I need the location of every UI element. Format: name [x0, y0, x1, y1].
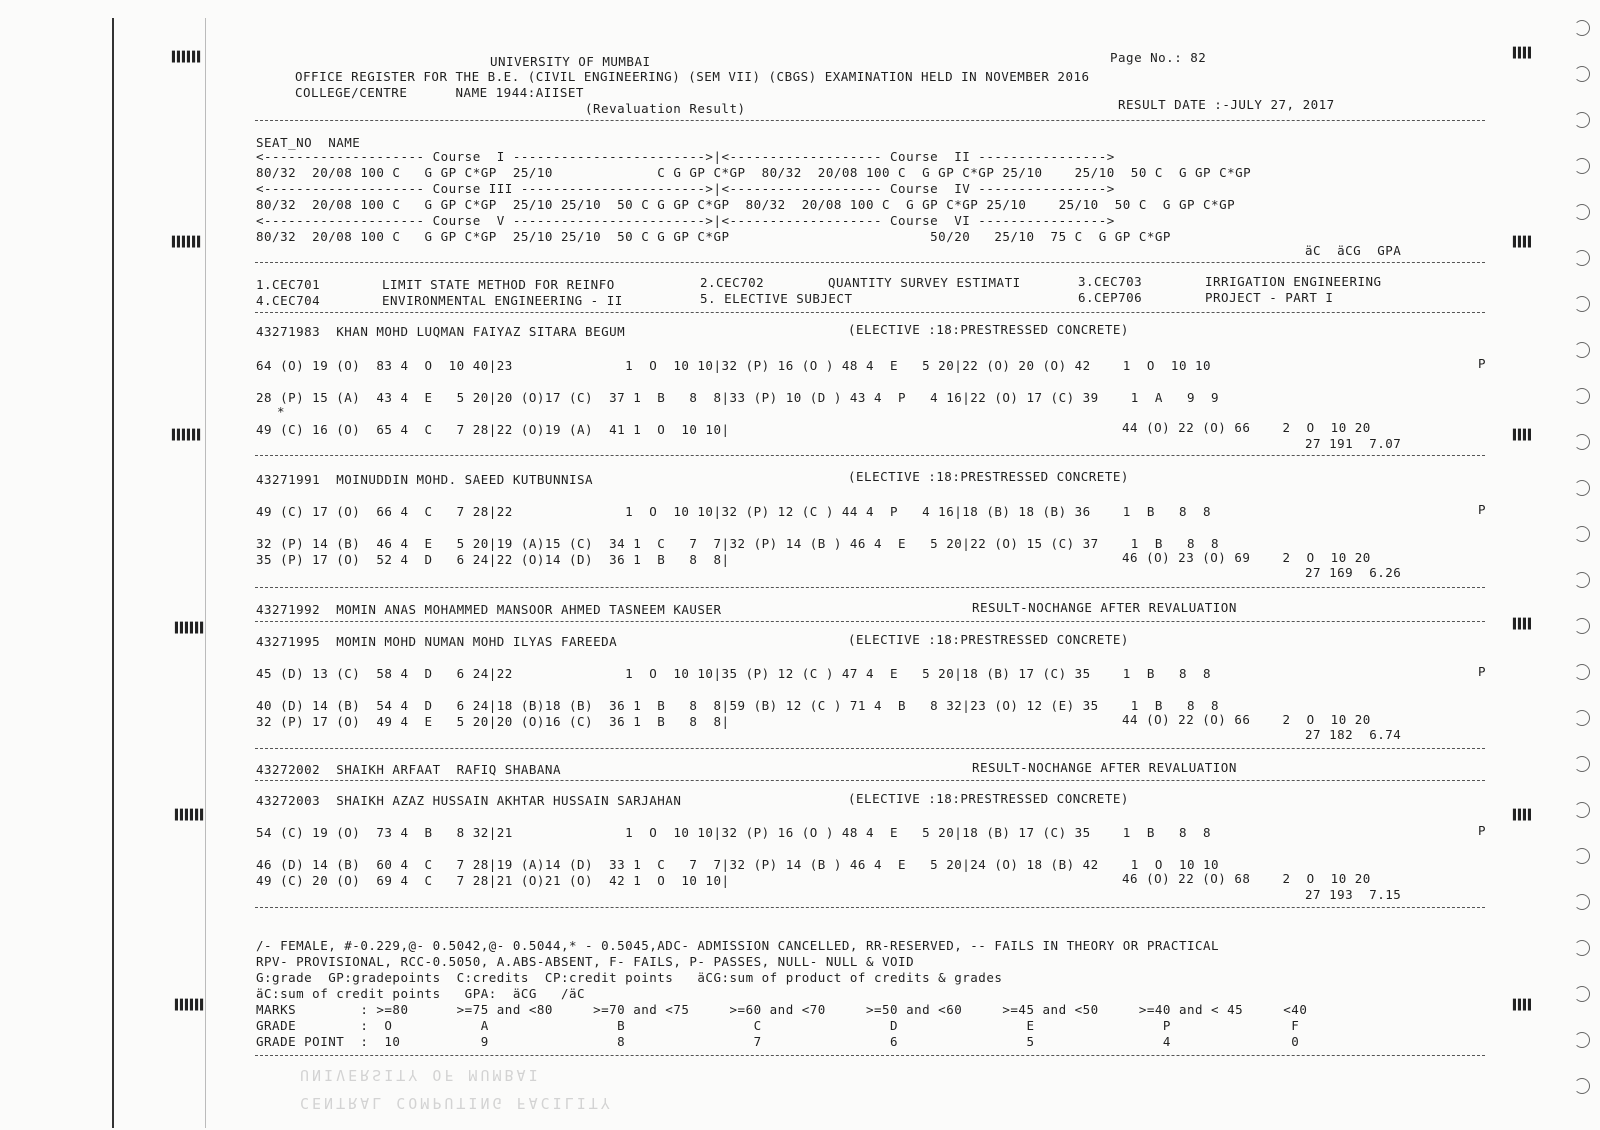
registration-mark: ▌▌▌▌ — [1513, 430, 1534, 441]
student-summary: 27 182 6.74 — [1305, 727, 1402, 742]
registration-mark: ▌▌▌▌▌▌ — [175, 810, 206, 821]
feed-holes — [1562, 0, 1590, 1130]
legend-line: /- FEMALE, #-0.229,@- 0.5042,@- 0.5044,* - 0.5045,ADC- ADMISSION CANCELLED, RR-RESERVED, -- FAILS IN THEORY OR PRACTICAL — [256, 938, 1220, 953]
registration-mark: ▌▌▌▌▌▌ — [172, 237, 203, 248]
margin-line-faint — [205, 18, 206, 1128]
revaluation-label: (Revaluation Result) — [585, 101, 746, 116]
student-elective: (ELECTIVE :18:PRESTRESSED CONCRETE) — [848, 791, 1129, 806]
student-result: P — [1478, 664, 1487, 679]
course-title: ENVIRONMENTAL ENGINEERING - II — [382, 293, 623, 308]
registration-mark: ▌▌▌▌ — [1513, 1000, 1534, 1011]
divider — [255, 1055, 1485, 1056]
registration-mark: ▌▌▌▌ — [1513, 237, 1534, 248]
student-result: P — [1478, 823, 1487, 838]
course-code: 6.CEP706 — [1078, 290, 1143, 305]
student-marks-row: 49 (C) 20 (O) 69 4 C 7 28|21 (O)21 (O) 42 1 O 10 10| — [256, 873, 730, 888]
student-remark-mark: * — [277, 404, 286, 419]
grade-point-row: GRADE POINT : 10 9 8 7 6 5 4 0 — [256, 1034, 1300, 1049]
course-code: 3.CEC703 — [1078, 274, 1143, 289]
student-seat-name: 43271992 MOMIN ANAS MOHAMMED MANSOOR AHMED TASNEEM KAUSER — [256, 602, 722, 617]
page-number: Page No.: 82 — [1110, 50, 1207, 65]
course-code: 1.CEC701 — [256, 277, 321, 292]
registration-mark: ▌▌▌▌▌▌ — [172, 430, 203, 441]
course-title: QUANTITY SURVEY ESTIMATI — [828, 275, 1021, 290]
registration-mark: ▌▌▌▌▌▌ — [175, 623, 206, 634]
student-elective: (ELECTIVE :18:PRESTRESSED CONCRETE) — [848, 469, 1129, 484]
course-columns-1-2: 80/32 20/08 100 C G GP C*GP 25/10 C G GP C*GP 80/32 20/08 100 C G GP C*GP 25/10 25/10 50 C G GP C*GP — [256, 165, 1252, 180]
course-columns-5-6: 80/32 20/08 100 C G GP C*GP 25/10 25/10 50 C G GP C*GP 50/20 25/10 75 C G GP C*GP — [256, 229, 1171, 244]
course-title: LIMIT STATE METHOD FOR REINFO — [382, 277, 615, 292]
registration-mark: ▌▌▌▌▌▌ — [175, 1000, 206, 1011]
student-marks-row: 28 (P) 15 (A) 43 4 E 5 20|20 (O)17 (C) 37 1 B 8 8|33 (P) 10 (D ) 43 4 P 4 16|22 (O) 17 (C) 39 1 A 9 9 — [256, 390, 1220, 405]
student-result-note: RESULT-NOCHANGE AFTER REVALUATION — [972, 760, 1237, 775]
student-result-note: RESULT-NOCHANGE AFTER REVALUATION — [972, 600, 1237, 615]
course-code: 4.CEC704 — [256, 293, 321, 308]
course-code: 2.CEC702 — [700, 275, 765, 290]
student-marks-row: 54 (C) 19 (O) 73 4 B 8 32|21 1 O 10 10|32 (P) 16 (O ) 48 4 E 5 20|18 (B) 17 (C) 35 1 B 8 8 — [256, 825, 1212, 840]
student-marks-row: 46 (D) 14 (B) 60 4 C 7 28|19 (A)14 (D) 33 1 C 7 7|32 (P) 14 (B ) 46 4 E 5 20|24 (O) 18 (B) 42 1 O 10 10 — [256, 857, 1220, 872]
totals-heading: äC äCG GPA — [1305, 243, 1402, 258]
divider — [255, 455, 1485, 456]
student-marks-row: 40 (D) 14 (B) 54 4 D 6 24|18 (B)18 (B) 36 1 B 8 8|59 (B) 12 (C ) 71 4 B 8 32|23 (O) 12 (E) 35 1 B 8 8 — [256, 698, 1220, 713]
watermark-facility: CENTRAL COMPUTING FACILITY — [300, 1094, 613, 1112]
result-date: RESULT DATE :-JULY 27, 2017 — [1118, 97, 1335, 112]
divider — [255, 120, 1485, 121]
course-elective: 5. ELECTIVE SUBJECT — [700, 291, 853, 306]
divider — [255, 262, 1485, 263]
student-marks-row: 49 (C) 17 (O) 66 4 C 7 28|22 1 O 10 10|32 (P) 12 (C ) 44 4 P 4 16|18 (B) 18 (B) 36 1 B 8 8 — [256, 504, 1212, 519]
course-title: IRRIGATION ENGINEERING — [1205, 274, 1382, 289]
legend-line: G:grade GP:gradepoints C:credits CP:credit points äCG:sum of product of credits & grades — [256, 970, 1003, 985]
student-marks-row: 46 (O) 22 (O) 68 2 O 10 20 — [1122, 871, 1371, 886]
university-name: UNIVERSITY OF MUMBAI — [490, 54, 651, 69]
legend-line: RPV- PROVISIONAL, RCC-0.5050, A.ABS-ABSENT, F- FAILS, P- PASSES, NULL- NULL & VOID — [256, 954, 915, 969]
student-elective: (ELECTIVE :18:PRESTRESSED CONCRETE) — [848, 322, 1129, 337]
divider — [255, 312, 1485, 313]
seat-name-heading: SEAT_NO NAME — [256, 135, 361, 150]
student-seat-name: 43271995 MOMIN MOHD NUMAN MOHD ILYAS FAREEDA — [256, 634, 618, 649]
divider — [255, 587, 1485, 588]
divider — [255, 780, 1485, 781]
registration-mark: ▌▌▌▌▌▌ — [172, 52, 203, 63]
student-marks-row: 44 (O) 22 (O) 66 2 O 10 20 — [1122, 712, 1371, 727]
student-marks-row: 32 (P) 17 (O) 49 4 E 5 20|20 (O)16 (C) 36 1 B 8 8| — [256, 714, 730, 729]
margin-line — [112, 18, 114, 1128]
course-columns-3-4: 80/32 20/08 100 C G GP C*GP 25/10 25/10 50 C G GP C*GP 80/32 20/08 100 C G GP C*GP 25/10 25/10 50 C G GP C*GP — [256, 197, 1236, 212]
student-marks-row: 32 (P) 14 (B) 46 4 E 5 20|19 (A)15 (C) 34 1 C 7 7|32 (P) 14 (B ) 46 4 E 5 20|22 (O) 15 (C) 37 1 B 8 8 — [256, 536, 1220, 551]
course-heading-3-4: <-------------------- Course III ----------------------->|<------------------- Course IV ----------------> — [256, 181, 1115, 196]
student-seat-name: 43272002 SHAIKH ARFAAT RAFIQ SHABANA — [256, 762, 561, 777]
student-seat-name: 43272003 SHAIKH AZAZ HUSSAIN AKHTAR HUSSAIN SARJAHAN — [256, 793, 682, 808]
registration-mark: ▌▌▌▌ — [1513, 48, 1534, 59]
student-result: P — [1478, 356, 1487, 371]
student-marks-row: 45 (D) 13 (C) 58 4 D 6 24|22 1 O 10 10|35 (P) 12 (C ) 47 4 E 5 20|18 (B) 17 (C) 35 1 B 8 8 — [256, 666, 1212, 681]
student-marks-row: 46 (O) 23 (O) 69 2 O 10 20 — [1122, 550, 1371, 565]
legend-line: äC:sum of credit points GPA: äCG /äC — [256, 986, 586, 1001]
student-summary: 27 169 6.26 — [1305, 565, 1402, 580]
divider — [255, 907, 1485, 908]
divider — [255, 621, 1485, 622]
course-heading-5-6: <-------------------- Course V ------------------------>|<------------------- Course VI ----------------> — [256, 213, 1115, 228]
course-heading-1-2: <-------------------- Course I ------------------------>|<------------------- Course II ----------------> — [256, 149, 1115, 164]
student-elective: (ELECTIVE :18:PRESTRESSED CONCRETE) — [848, 632, 1129, 647]
watermark-university: UNIVERSITY OF MUMBAI — [300, 1066, 541, 1084]
register-title: OFFICE REGISTER FOR THE B.E. (CIVIL ENGINEERING) (SEM VII) (CBGS) EXAMINATION HELD IN NOVEMBER 2016 — [295, 69, 1090, 84]
student-result: P — [1478, 502, 1487, 517]
student-seat-name: 43271983 KHAN MOHD LUQMAN FAIYAZ SITARA BEGUM — [256, 324, 626, 339]
student-marks-row: 35 (P) 17 (O) 52 4 D 6 24|22 (O)14 (D) 36 1 B 8 8| — [256, 552, 730, 567]
student-summary: 27 191 7.07 — [1305, 436, 1402, 451]
student-seat-name: 43271991 MOINUDDIN MOHD. SAEED KUTBUNNISA — [256, 472, 594, 487]
student-marks-row: 49 (C) 16 (O) 65 4 C 7 28|22 (O)19 (A) 41 1 O 10 10| — [256, 422, 730, 437]
grade-row: GRADE : O A B C D E P F — [256, 1018, 1300, 1033]
course-title: PROJECT - PART I — [1205, 290, 1334, 305]
student-summary: 27 193 7.15 — [1305, 887, 1402, 902]
divider — [255, 748, 1485, 749]
college-centre: COLLEGE/CENTRE NAME 1944:AIISET — [295, 85, 584, 100]
grade-marks-row: MARKS : >=80 >=75 and <80 >=70 and <75 >=60 and <70 >=50 and <60 >=45 and <50 >=40 and < 45 <40 — [256, 1002, 1308, 1017]
student-marks-row: 64 (O) 19 (O) 83 4 O 10 40|23 1 O 10 10|32 (P) 16 (O ) 48 4 E 5 20|22 (O) 20 (O) 42 1 O 10 10 — [256, 358, 1212, 373]
registration-mark: ▌▌▌▌ — [1513, 810, 1534, 821]
registration-mark: ▌▌▌▌ — [1513, 619, 1534, 630]
student-marks-row: 44 (O) 22 (O) 66 2 O 10 20 — [1122, 420, 1371, 435]
